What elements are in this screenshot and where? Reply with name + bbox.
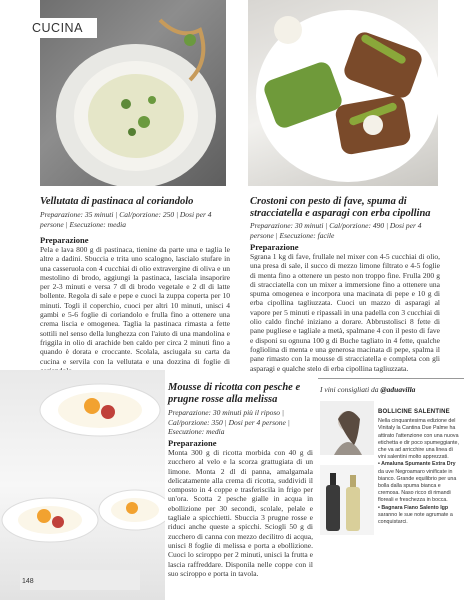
sidebar-item-1-name: • Amaluna Spumante Extra Dry: [378, 461, 456, 468]
recipe-3-meta: Preparazione: 30 minuti più il riposo | Cal/porzione: 350 | Dosi per 4 persone | Esecuzione: media: [168, 408, 290, 436]
wine-bottles-illustration: [320, 465, 374, 535]
sidebar-title: BOLLICINE SALENTINE: [378, 409, 450, 415]
sidebar-item-1-text: da uve Negroamaro vinificate in bianco. Grande equilibrio per una bolla dalla spuma bianca e cremosa. Naso ricco di rimandi floreali e freschezza in bocca.: [378, 468, 457, 504]
recipe-2-subhead: Preparazione: [250, 242, 299, 252]
recipe-3-title: Mousse di ricotta con pesche e prugne rosse alla melissa: [168, 382, 301, 405]
recipe-2-meta: Preparazione: 30 minuti | Cal/porzione: 490 | Dosi per 4 persone | Esecuzione: facile: [250, 221, 422, 240]
sidebar-body: [378, 409, 462, 526]
section-tag: CUCINA: [0, 18, 97, 38]
recipe-2-title: Crostoni con pesto di fave, spuma di stracciatella e asparagi con erba cipollina: [250, 196, 431, 219]
author-portrait-illustration: [320, 401, 374, 455]
photo-crostini: [248, 0, 438, 186]
recipe-3-body: Monta 300 g di ricotta morbida con 40 g di zucchero al velo e la scorza grattugiata di un limone. Monta 2 dl di panna, amalgamala delicatamente alla crema di ricotta, suddividi il composto in 4 coppe e trasferiscila in frigo per un'ora. Scotta 2 pesche gialle in acqua in ebollizione per 30 secondi, scolale, pelale e tagliale a spicchietti. Sbuccia 3 prugne rosse e riduci anche queste a spicchi. Sciogli 50 g di zucchero di canna con mezzo decilitro di acqua, unisci 8 foglie di melissa e porta a ebollizione. Cuoci lo sciroppo per 2 minuti, unisci la frutta e lascia raffreddare. Disponila nelle coppe con il suo sciroppo e porta in tavola.: [168, 448, 313, 578]
wine-bottles-photo: [320, 465, 374, 535]
sidebar-item-2-name: • Bagnara Fiano Salento Igp: [378, 504, 449, 511]
photo-mousse: [0, 370, 165, 600]
sidebar-heading: [320, 385, 415, 394]
recipe-3-subhead: Preparazione: [168, 438, 217, 448]
recipe-1-subhead: Preparazione: [40, 235, 89, 245]
sidebar-text: Nella cinquantesima edizione del Vinitaly la Cantina Due Palme ha attirato l'attenzione con una nuova etichetta e dir poco spumeggiante, che va ad arricchire una linea di vini salentini molto apprezzati.: [378, 418, 459, 461]
sidebar-handle: @aduavilla: [380, 385, 416, 394]
wine-sidebar: [318, 378, 464, 600]
sidebar-item-2-text: saranno le sue note agrumate a conquistarci.: [378, 511, 453, 526]
page-number: 148: [22, 578, 34, 585]
recipe-1-meta: Preparazione: 35 minuti | Cal/porzione: 250 | Dosi per 4 persone | Esecuzione: media: [40, 210, 212, 229]
recipe-1-body: Pela e lava 800 g di pastinaca, tienine da parte una e taglia le altre a dadini. Sbuccia e trita uno scalogno, lascialo stufare in una casseruola con 4 cucchiai di olio extravergine di oliva e un mestolino di brodo, aggiungi la pastinaca, lasciala insaporire per 2-3 minuti e versa 7 dl di brodo vegetale e 2 dl di latte bollente. Regola di sale e pepe e cuoci la zuppa coperta per 10 minuti. Togli il coperchio, cuoci per altri 10 minuti, unisci 4 gambi e 5-6 foglie di coriandolo e frulla fino a ottenere una crema liscia e omogenea. Taglia la pastinaca rimasta a fette sottili nel senso della lunghezza con l'aiuto di una mandolina e friggila in olio di arachide ben caldo per circa 2 minuti fino a quando è dorata e croccante. Scolala, asciugala su carta da cucina e servila con la vellutata e una dozzina di foglie di: [40, 245, 230, 366]
sidebar-intro: I vini consigliati da: [320, 385, 379, 394]
crostini-plate-illustration: [248, 0, 438, 186]
recipe-2-body: Sgrana 1 kg di fave, frullale nel mixer con 4-5 cucchiai di olio, una presa di sale, il succo di mezzo limone filtrato e 4-5 foglie di menta fino a ottenere un pesto non troppo fine. Frulla 200 g di stracciatella con un mixer a immersione fino a ottenere una spuma omogenea e incorpora una macinata di pepe e 10 g di erba cipollina tagliuzzata. Cuoci un mazzo di asparagi al vapore per 5 minuti e ripassali in una padella con 3 cucchiai di olio caldo finché iniziano a dorare. Abbrustolisci 8 fette di pane pugliese e tagliale a metà, spalmane 4 con il pesto di fave e disponi su ognuna 100 g di Buche tagliato in 4 fette, qualche fogliolina di menta e una generosa macinata di pepe, spalma il pane rimasto con la mousse di stracciatella e completa con gli asparagi e qualche stelo di erba cipollina tagliuzzata.: [250, 252, 440, 373]
author-photo: [320, 401, 374, 455]
mousse-cups-illustration: [0, 370, 165, 600]
recipe-1-title: Vellutata di pastinaca al coriandolo: [40, 196, 194, 207]
